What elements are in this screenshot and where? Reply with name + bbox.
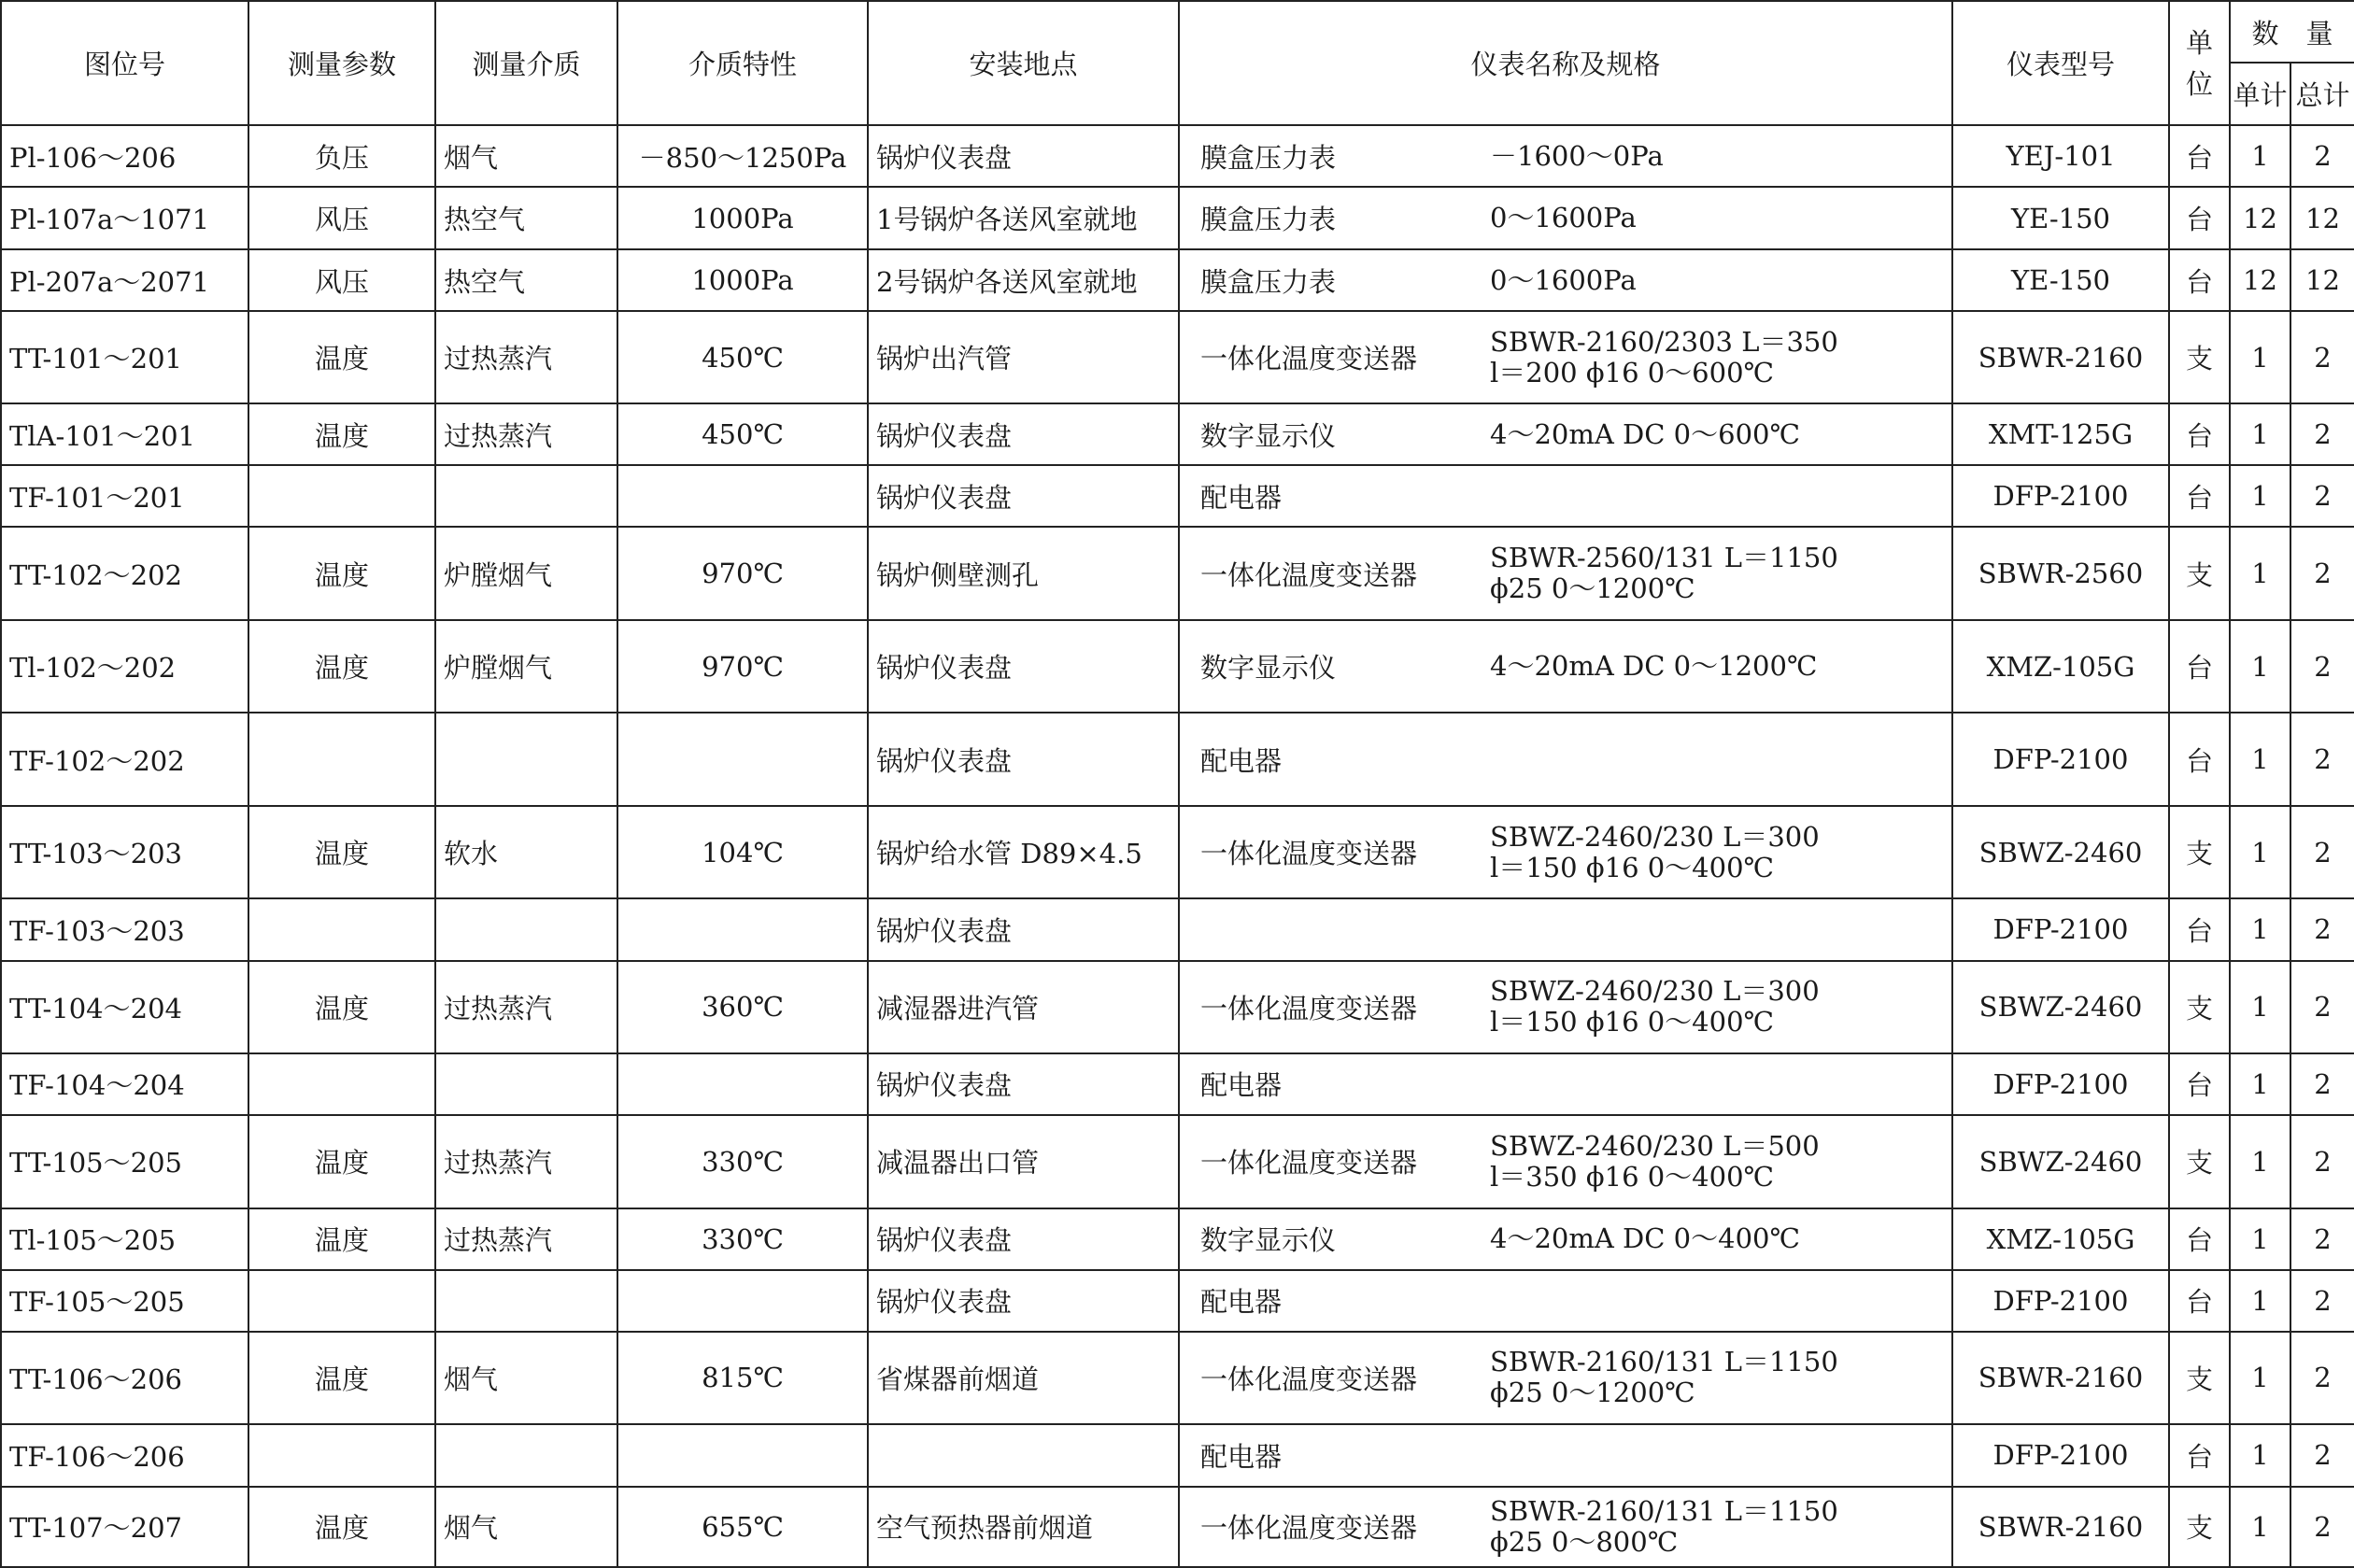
cell-qty-unit: 1 [2230, 403, 2290, 465]
cell-model: DFP-2100 [1952, 713, 2169, 806]
cell-model: YE-150 [1952, 187, 2169, 249]
cell-medium: 软水 [435, 806, 617, 898]
table-row [1, 1208, 2354, 1270]
cell-medium [435, 465, 617, 527]
cell-instrument [1179, 403, 1952, 465]
cell-instrument [1179, 620, 1952, 713]
cell-instrument [1179, 1270, 1952, 1332]
cell-unit: 支 [2169, 806, 2230, 898]
instrument-name: 膜盒压力表 [1200, 204, 1337, 236]
cell-model: XMZ-105G [1952, 620, 2169, 713]
cell-qty-unit: 1 [2230, 1115, 2290, 1208]
cell-model: XMT-125G [1952, 403, 2169, 465]
cell-unit: 支 [2169, 1115, 2230, 1208]
cell-location: 1号锅炉各送风室就地 [868, 187, 1179, 249]
cell-qty-unit: 1 [2230, 125, 2290, 187]
cell-param: 温度 [248, 1208, 435, 1270]
cell-medium [435, 1053, 617, 1115]
cell-param: 温度 [248, 620, 435, 713]
cell-property: 970℃ [617, 527, 868, 620]
cell-property: 1000Pa [617, 187, 868, 249]
cell-property [617, 1053, 868, 1115]
cell-location: 锅炉仪表盘 [868, 1208, 1179, 1270]
spec-line: ϕ25 0～1200℃ [1490, 572, 1695, 605]
instrument-name: 配电器 [1200, 1440, 1283, 1473]
cell-model: YE-150 [1952, 249, 2169, 311]
cell-medium: 热空气 [435, 249, 617, 311]
cell-qty-unit: 1 [2230, 620, 2290, 713]
table-row [1, 249, 2354, 311]
cell-location: 锅炉仪表盘 [868, 465, 1179, 527]
cell-qty-total: 2 [2290, 1270, 2354, 1332]
cell-qty-unit: 1 [2230, 1053, 2290, 1115]
cell-tag: TT-104～204 [1, 961, 248, 1053]
cell-tag: Tl-105～205 [1, 1208, 248, 1270]
cell-instrument [1179, 1332, 1952, 1424]
spec-line: l＝350 ϕ16 0～400℃ [1490, 1160, 1774, 1193]
table-row [1, 465, 2354, 527]
cell-property: 104℃ [617, 806, 868, 898]
cell-instrument [1179, 1208, 1952, 1270]
cell-qty-total: 2 [2290, 465, 2354, 527]
instrument-name: 一体化温度变送器 [1200, 343, 1418, 375]
cell-tag: TT-107～207 [1, 1487, 248, 1567]
cell-tag: TT-106～206 [1, 1332, 248, 1424]
cell-unit: 台 [2169, 1208, 2230, 1270]
cell-location: 减温器出口管 [868, 1115, 1179, 1208]
cell-property [617, 713, 868, 806]
instrument-name: 一体化温度变送器 [1200, 992, 1418, 1024]
spec-line: 4～20mA DC 0～400℃ [1490, 1222, 1800, 1255]
cell-tag: Pl-107a～1071 [1, 187, 248, 249]
spec-line: ϕ25 0～1200℃ [1490, 1377, 1695, 1409]
spec-line: SBWR-2160/131 L＝1150 [1490, 1346, 1838, 1378]
cell-location: 省煤器前烟道 [868, 1332, 1179, 1424]
cell-param [248, 713, 435, 806]
spec-line: l＝150 ϕ16 0～400℃ [1490, 1006, 1774, 1038]
table-row [1, 713, 2354, 806]
cell-medium: 过热蒸汽 [435, 311, 617, 403]
cell-property [617, 465, 868, 527]
cell-qty-unit: 12 [2230, 249, 2290, 311]
cell-tag: TF-104～204 [1, 1053, 248, 1115]
cell-tag: TT-101～201 [1, 311, 248, 403]
spec-line: SBWR-2560/131 L＝1150 [1490, 542, 1838, 574]
cell-instrument [1179, 1487, 1952, 1567]
cell-medium [435, 1424, 617, 1487]
cell-location: 锅炉给水管 D89×4.5 [868, 806, 1179, 898]
table-row [1, 961, 2354, 1053]
cell-location: 锅炉仪表盘 [868, 125, 1179, 187]
cell-tag: TF-103～203 [1, 898, 248, 960]
instrument-name: 一体化温度变送器 [1200, 838, 1418, 870]
table-body [1, 125, 2354, 1567]
cell-instrument [1179, 187, 1952, 249]
instrument-name: 配电器 [1200, 1069, 1283, 1102]
cell-instrument [1179, 713, 1952, 806]
cell-qty-unit: 1 [2230, 465, 2290, 527]
cell-medium: 过热蒸汽 [435, 1115, 617, 1208]
cell-qty-total: 2 [2290, 898, 2354, 960]
cell-model: SBWR-2560 [1952, 527, 2169, 620]
cell-param [248, 1270, 435, 1332]
cell-medium: 烟气 [435, 1332, 617, 1424]
header-model: 仪表型号 [1952, 1, 2169, 125]
cell-qty-unit: 1 [2230, 1332, 2290, 1424]
instrument-name: 数字显示仪 [1200, 1224, 1337, 1257]
table-row [1, 1332, 2354, 1424]
cell-unit: 支 [2169, 1487, 2230, 1567]
table-row [1, 187, 2354, 249]
cell-qty-unit: 1 [2230, 527, 2290, 620]
cell-unit: 台 [2169, 1270, 2230, 1332]
cell-instrument [1179, 249, 1952, 311]
cell-model: SBWZ-2460 [1952, 961, 2169, 1053]
cell-unit: 台 [2169, 898, 2230, 960]
cell-unit: 支 [2169, 311, 2230, 403]
cell-model: DFP-2100 [1952, 1053, 2169, 1115]
cell-qty-unit: 1 [2230, 898, 2290, 960]
cell-unit: 台 [2169, 1053, 2230, 1115]
cell-model: DFP-2100 [1952, 465, 2169, 527]
cell-param [248, 898, 435, 960]
cell-medium [435, 1270, 617, 1332]
cell-location: 减湿器进汽管 [868, 961, 1179, 1053]
cell-qty-total: 12 [2290, 249, 2354, 311]
cell-param: 温度 [248, 1487, 435, 1567]
cell-unit: 支 [2169, 1332, 2230, 1424]
header-property: 介质特性 [617, 1, 868, 125]
table-row [1, 311, 2354, 403]
cell-qty-unit: 1 [2230, 1487, 2290, 1567]
cell-param: 负压 [248, 125, 435, 187]
cell-param: 温度 [248, 403, 435, 465]
instrument-spec [1490, 327, 1838, 388]
cell-qty-total: 2 [2290, 403, 2354, 465]
cell-unit: 台 [2169, 187, 2230, 249]
cell-unit: 台 [2169, 1424, 2230, 1487]
cell-medium: 过热蒸汽 [435, 403, 617, 465]
cell-location [868, 1424, 1179, 1487]
cell-qty-unit: 1 [2230, 1424, 2290, 1487]
cell-unit: 台 [2169, 713, 2230, 806]
cell-qty-total: 2 [2290, 311, 2354, 403]
cell-qty-total: 2 [2290, 527, 2354, 620]
cell-param [248, 1053, 435, 1115]
cell-instrument [1179, 806, 1952, 898]
cell-qty-unit: 1 [2230, 1208, 2290, 1270]
cell-instrument [1179, 527, 1952, 620]
cell-unit: 台 [2169, 620, 2230, 713]
cell-tag: TF-106～206 [1, 1424, 248, 1487]
spec-line: l＝200 ϕ16 0～600℃ [1490, 356, 1774, 388]
cell-medium: 过热蒸汽 [435, 961, 617, 1053]
cell-model: DFP-2100 [1952, 898, 2169, 960]
spec-line: SBWZ-2460/230 L＝300 [1490, 975, 1820, 1008]
header-quantity: 数 量 [2230, 1, 2354, 63]
header-param: 测量参数 [248, 1, 435, 125]
spec-line: SBWZ-2460/230 L＝300 [1490, 820, 1820, 853]
cell-qty-total: 2 [2290, 620, 2354, 713]
header-instrument: 仪表名称及规格 [1179, 1, 1952, 125]
cell-unit: 台 [2169, 465, 2230, 527]
cell-model: SBWZ-2460 [1952, 1115, 2169, 1208]
cell-medium: 烟气 [435, 1487, 617, 1567]
instrument-name: 数字显示仪 [1200, 419, 1337, 452]
cell-param: 温度 [248, 1115, 435, 1208]
instrument-spec [1490, 419, 1800, 450]
cell-model: DFP-2100 [1952, 1270, 2169, 1332]
cell-property [617, 1424, 868, 1487]
spec-line: l＝150 ϕ16 0～400℃ [1490, 851, 1774, 883]
cell-param: 温度 [248, 527, 435, 620]
cell-property: 360℃ [617, 961, 868, 1053]
cell-model: SBWR-2160 [1952, 1487, 2169, 1567]
cell-param [248, 465, 435, 527]
cell-param: 温度 [248, 1332, 435, 1424]
cell-param: 温度 [248, 961, 435, 1053]
table-row [1, 403, 2354, 465]
cell-property [617, 898, 868, 960]
cell-unit: 支 [2169, 961, 2230, 1053]
cell-instrument [1179, 1053, 1952, 1115]
table-row [1, 806, 2354, 898]
cell-tag: TF-101～201 [1, 465, 248, 527]
spec-line: －1600～0Pa [1490, 139, 1664, 172]
cell-param: 风压 [248, 187, 435, 249]
cell-location: 锅炉仪表盘 [868, 1270, 1179, 1332]
cell-medium: 热空气 [435, 187, 617, 249]
cell-tag: TT-105～205 [1, 1115, 248, 1208]
cell-unit: 台 [2169, 125, 2230, 187]
header-medium: 测量介质 [435, 1, 617, 125]
cell-model: SBWR-2160 [1952, 311, 2169, 403]
cell-property: 655℃ [617, 1487, 868, 1567]
table-row [1, 620, 2354, 713]
cell-model: SBWR-2160 [1952, 1332, 2169, 1424]
spec-line: ϕ25 0～800℃ [1490, 1525, 1679, 1558]
cell-qty-total: 12 [2290, 187, 2354, 249]
cell-qty-total: 2 [2290, 1332, 2354, 1424]
table-row [1, 898, 2354, 960]
cell-unit: 支 [2169, 527, 2230, 620]
instrument-name: 一体化温度变送器 [1200, 1512, 1418, 1545]
instrument-name: 膜盒压力表 [1200, 141, 1337, 174]
instrument-name: 配电器 [1200, 744, 1283, 777]
cell-medium [435, 898, 617, 960]
header-qty-total: 总计 [2290, 63, 2354, 125]
spec-line: 0～1600Pa [1490, 263, 1637, 296]
cell-location: 锅炉仪表盘 [868, 713, 1179, 806]
instrument-spec [1490, 822, 1820, 883]
cell-location: 锅炉仪表盘 [868, 1053, 1179, 1115]
instrument-spec [1490, 1496, 1838, 1558]
cell-property [617, 1270, 868, 1332]
cell-instrument [1179, 1424, 1952, 1487]
instrument-spec [1490, 265, 1637, 296]
cell-tag: TT-102～202 [1, 527, 248, 620]
cell-instrument [1179, 311, 1952, 403]
cell-qty-unit: 1 [2230, 311, 2290, 403]
table-row [1, 125, 2354, 187]
cell-model: DFP-2100 [1952, 1424, 2169, 1487]
cell-instrument [1179, 465, 1952, 527]
cell-medium: 过热蒸汽 [435, 1208, 617, 1270]
cell-qty-unit: 1 [2230, 1270, 2290, 1332]
table-row [1, 1053, 2354, 1115]
spec-line: 4～20mA DC 0～600℃ [1490, 417, 1800, 450]
cell-instrument [1179, 1115, 1952, 1208]
instrument-spec [1490, 976, 1820, 1038]
cell-qty-total: 2 [2290, 713, 2354, 806]
cell-location: 锅炉侧壁测孔 [868, 527, 1179, 620]
cell-param: 温度 [248, 311, 435, 403]
cell-location: 锅炉仪表盘 [868, 403, 1179, 465]
cell-qty-total: 2 [2290, 806, 2354, 898]
cell-tag: TlA-101～201 [1, 403, 248, 465]
cell-tag: Pl-106～206 [1, 125, 248, 187]
cell-medium: 烟气 [435, 125, 617, 187]
cell-location: 锅炉仪表盘 [868, 620, 1179, 713]
cell-qty-total: 2 [2290, 1424, 2354, 1487]
cell-model: SBWZ-2460 [1952, 806, 2169, 898]
instrument-name: 配电器 [1200, 481, 1283, 514]
cell-medium: 炉膛烟气 [435, 620, 617, 713]
instrument-spec [1490, 1223, 1800, 1254]
table-row [1, 1270, 2354, 1332]
table-row [1, 1115, 2354, 1208]
instrument-spec [1490, 651, 1817, 682]
cell-tag: TT-103～203 [1, 806, 248, 898]
cell-property: 815℃ [617, 1332, 868, 1424]
header-tag: 图位号 [1, 1, 248, 125]
cell-qty-total: 2 [2290, 1053, 2354, 1115]
spec-line: SBWR-2160/131 L＝1150 [1490, 1494, 1838, 1527]
cell-instrument [1179, 125, 1952, 187]
cell-qty-unit: 1 [2230, 961, 2290, 1053]
cell-location: 空气预热器前烟道 [868, 1487, 1179, 1567]
instrument-spec [1490, 1131, 1820, 1193]
cell-param [248, 1424, 435, 1487]
cell-param: 风压 [248, 249, 435, 311]
cell-qty-total: 2 [2290, 1487, 2354, 1567]
cell-qty-unit: 1 [2230, 713, 2290, 806]
cell-qty-unit: 1 [2230, 806, 2290, 898]
spec-line: 4～20mA DC 0～1200℃ [1490, 650, 1818, 683]
cell-property: 1000Pa [617, 249, 868, 311]
cell-medium [435, 713, 617, 806]
instrument-name: 一体化温度变送器 [1200, 1147, 1418, 1180]
cell-property: 330℃ [617, 1208, 868, 1270]
instrument-name: 配电器 [1200, 1286, 1283, 1319]
cell-instrument [1179, 898, 1952, 960]
instrument-spec [1490, 141, 1664, 172]
instrument-name: 膜盒压力表 [1200, 265, 1337, 298]
cell-location: 锅炉出汽管 [868, 311, 1179, 403]
cell-tag: TF-105～205 [1, 1270, 248, 1332]
cell-qty-unit: 12 [2230, 187, 2290, 249]
instrument-name: 一体化温度变送器 [1200, 558, 1418, 591]
spec-line: SBWR-2160/2303 L＝350 [1490, 325, 1838, 358]
cell-property: 450℃ [617, 311, 868, 403]
cell-qty-total: 2 [2290, 1208, 2354, 1270]
table-row [1, 527, 2354, 620]
table-row [1, 1424, 2354, 1487]
cell-instrument [1179, 961, 1952, 1053]
cell-model: XMZ-105G [1952, 1208, 2169, 1270]
spec-line: SBWZ-2460/230 L＝500 [1490, 1129, 1820, 1162]
instrument-spec [1490, 1347, 1838, 1408]
cell-tag: Tl-102～202 [1, 620, 248, 713]
instrument-spec [1490, 543, 1838, 604]
spec-line: 0～1600Pa [1490, 202, 1637, 234]
header-location: 安装地点 [868, 1, 1179, 125]
instrument-name: 数字显示仪 [1200, 652, 1337, 685]
cell-property: －850～1250Pa [617, 125, 868, 187]
cell-tag: Pl-207a～2071 [1, 249, 248, 311]
cell-tag: TF-102～202 [1, 713, 248, 806]
cell-unit: 台 [2169, 403, 2230, 465]
cell-qty-total: 2 [2290, 961, 2354, 1053]
instrument-name: 一体化温度变送器 [1200, 1363, 1418, 1395]
cell-qty-total: 2 [2290, 125, 2354, 187]
cell-medium: 炉膛烟气 [435, 527, 617, 620]
header-unit: 单位 [2169, 1, 2230, 125]
cell-location: 2号锅炉各送风室就地 [868, 249, 1179, 311]
table-row [1, 1487, 2354, 1567]
cell-property: 450℃ [617, 403, 868, 465]
cell-model: YEJ-101 [1952, 125, 2169, 187]
cell-qty-total: 2 [2290, 1115, 2354, 1208]
cell-location: 锅炉仪表盘 [868, 898, 1179, 960]
cell-property: 330℃ [617, 1115, 868, 1208]
cell-unit: 台 [2169, 249, 2230, 311]
cell-property: 970℃ [617, 620, 868, 713]
instrument-spec [1490, 203, 1637, 233]
cell-param: 温度 [248, 806, 435, 898]
header-qty-unit: 单计 [2230, 63, 2290, 125]
